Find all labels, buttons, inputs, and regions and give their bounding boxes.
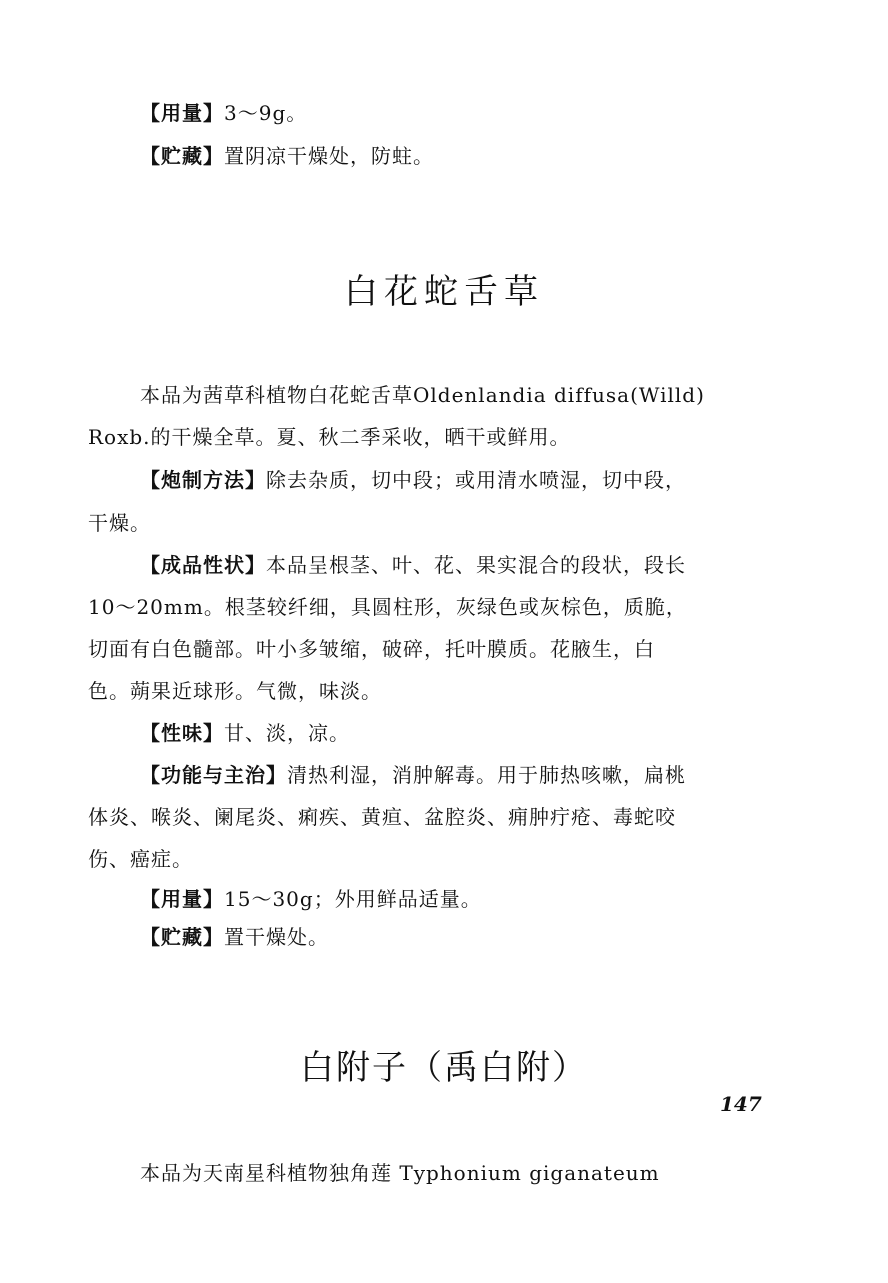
entry1-function-line3: 伤、癌症。 xyxy=(88,847,193,871)
entry1-product-line4: 色。蒴果近球形。气微，味淡。 xyxy=(88,679,382,703)
entry1-product-line3: 切面有白色髓部。叶小多皱缩，破碎，托叶膜质。花腋生，白 xyxy=(88,637,655,661)
function-label: 【功能与主治】 xyxy=(140,763,287,787)
entry1-nature-line xyxy=(140,718,788,748)
product-label: 【成品性状】 xyxy=(140,553,266,577)
entry1-storage-line xyxy=(140,922,788,952)
nature-text: 甘、淡，凉。 xyxy=(224,721,350,745)
entry1-product-line2: 10～20mm。根茎较纤细，具圆柱形，灰绿色或灰棕色，质脆， xyxy=(88,595,687,619)
page-number: 147 xyxy=(720,1092,762,1116)
processing-label: 【炮制方法】 xyxy=(140,468,266,492)
prev-dosage-text: 3～9g。 xyxy=(224,101,308,125)
entry1-function-line1 xyxy=(140,760,788,790)
prev-storage-text: 置阴凉干燥处，防蛀。 xyxy=(224,144,434,168)
entry1-dosage-line xyxy=(140,884,788,914)
function-text: 清热利湿，消肿解毒。用于肺热咳嗽，扁桃 xyxy=(287,763,686,787)
prev-dosage-line xyxy=(140,98,840,128)
prev-storage-label: 【贮藏】 xyxy=(140,144,224,168)
entry1-processing-line1 xyxy=(140,465,788,495)
entry1-intro-line1: 本品为茜草科植物白花蛇舌草Oldenlandia diffusa(Willd) xyxy=(140,383,705,407)
entry1-product-line1 xyxy=(140,550,788,580)
entry1-function-line2: 体炎、喉炎、阑尾炎、痢疾、黄疸、盆腔炎、痈肿疔疮、毒蛇咬 xyxy=(88,805,676,829)
prev-dosage-label: 【用量】 xyxy=(140,101,224,125)
product-text: 本品呈根茎、叶、花、果实混合的段状，段长 xyxy=(266,553,686,577)
entry2-title: 白附子（禹白附） xyxy=(300,1048,588,1088)
dosage-label: 【用量】 xyxy=(140,887,224,911)
prev-storage-line xyxy=(140,141,840,171)
entry1-title: 白花蛇舌草 xyxy=(344,272,544,312)
entry2-intro-line1: 本品为天南星科植物独角莲 Typhonium giganateum xyxy=(140,1161,660,1185)
entry1-processing-line2: 干燥。 xyxy=(88,511,151,535)
entry1-intro-line2: Roxb.的干燥全草。夏、秋二季采收，晒干或鲜用。 xyxy=(88,425,571,449)
processing-text: 除去杂质，切中段；或用清水喷湿，切中段， xyxy=(266,468,686,492)
nature-label: 【性味】 xyxy=(140,721,224,745)
storage-text: 置干燥处。 xyxy=(224,925,329,949)
dosage-text: 15～30g；外用鲜品适量。 xyxy=(224,887,482,911)
storage-label: 【贮藏】 xyxy=(140,925,224,949)
